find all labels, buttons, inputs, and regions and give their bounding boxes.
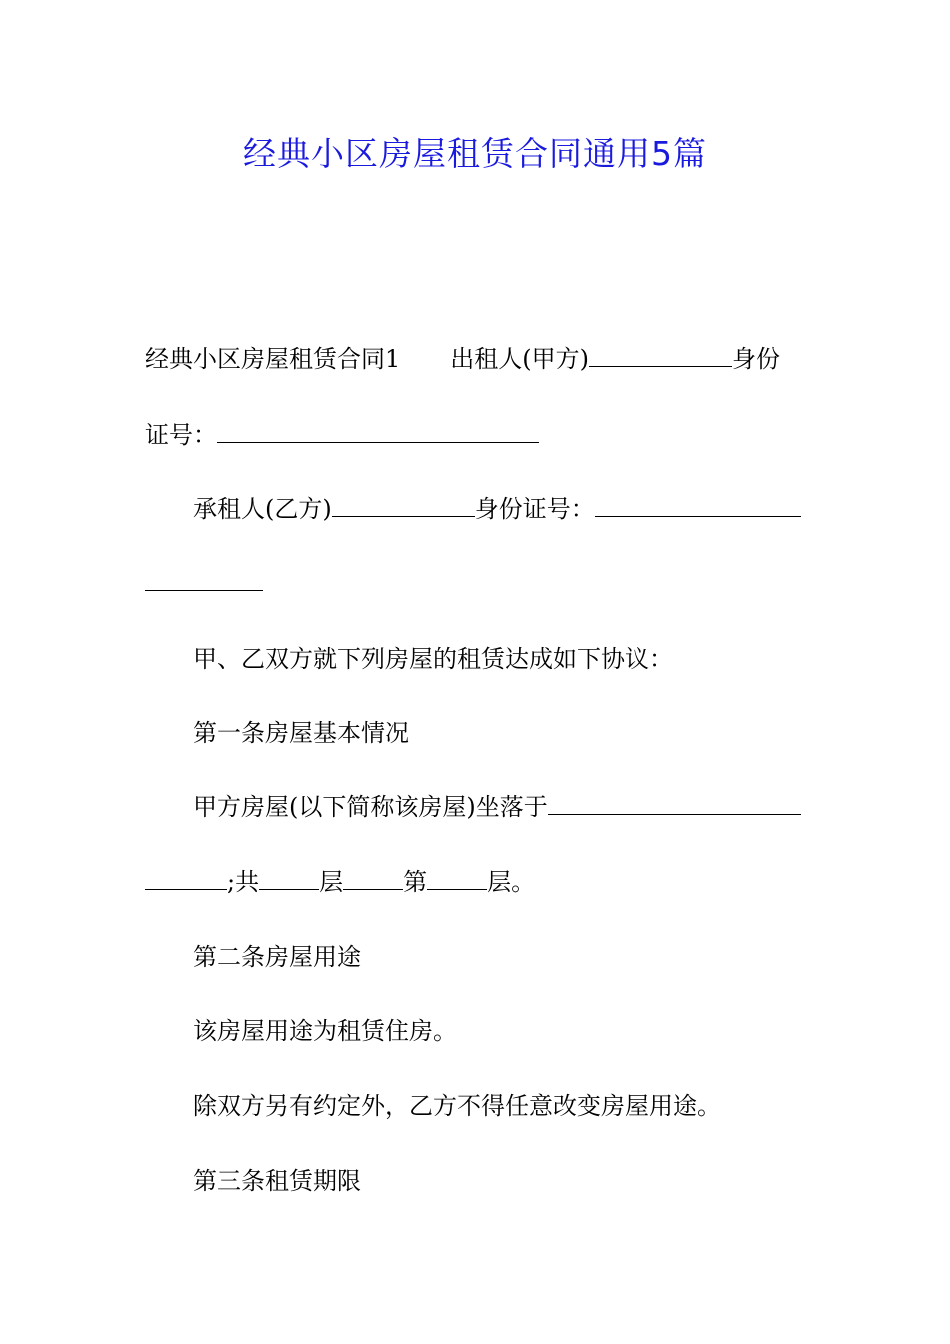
id-label-part2: 证号：	[145, 421, 217, 449]
lessee-id-blank	[595, 494, 801, 517]
floors-line	[145, 867, 535, 897]
total-floors-blank	[259, 867, 319, 890]
floor-unit1: 层	[319, 868, 344, 896]
lessor-label: 出租人(甲方)	[450, 345, 590, 373]
document-title: 经典小区房屋租赁合同通用5篇	[243, 134, 707, 173]
location-blank-cont	[145, 867, 227, 890]
article2-title: 第二条房屋用途	[193, 943, 361, 971]
lessor-id-line	[145, 420, 539, 450]
floor-number-blank	[427, 867, 487, 890]
id-label-part1: 身份	[732, 345, 781, 373]
contract-heading: 经典小区房屋租赁合同1	[145, 345, 401, 373]
location-blank	[548, 792, 801, 815]
floor-unit2: 层。	[487, 868, 536, 896]
lessor-id-blank	[217, 420, 539, 443]
floor-blank-2	[343, 867, 403, 890]
lessee-name-blank	[332, 494, 475, 517]
lessor-line	[145, 344, 780, 374]
article1-title: 第一条房屋基本情况	[193, 719, 409, 747]
agreement-intro: 甲、乙双方就下列房屋的租赁达成如下协议：	[193, 645, 673, 673]
usage-text: 该房屋用途为租赁住房。	[193, 1017, 457, 1045]
lessee-id-label: 身份证号：	[474, 495, 595, 523]
floor-di: 第	[403, 868, 428, 896]
usage-restriction: 除双方另有约定外，乙方不得任意改变房屋用途。	[193, 1092, 721, 1120]
location-line	[193, 792, 801, 822]
lessee-id-blank-cont	[145, 568, 263, 591]
lessor-name-blank	[589, 344, 732, 367]
lessee-label: 承租人(乙方)	[193, 495, 332, 523]
lessee-line	[193, 494, 801, 524]
floors-sep: ;共	[227, 868, 260, 896]
article3-title: 第三条租赁期限	[193, 1167, 361, 1195]
lessee-id-continuation	[145, 568, 263, 598]
location-text: 甲方房屋(以下简称该房屋)坐落于	[193, 793, 548, 821]
